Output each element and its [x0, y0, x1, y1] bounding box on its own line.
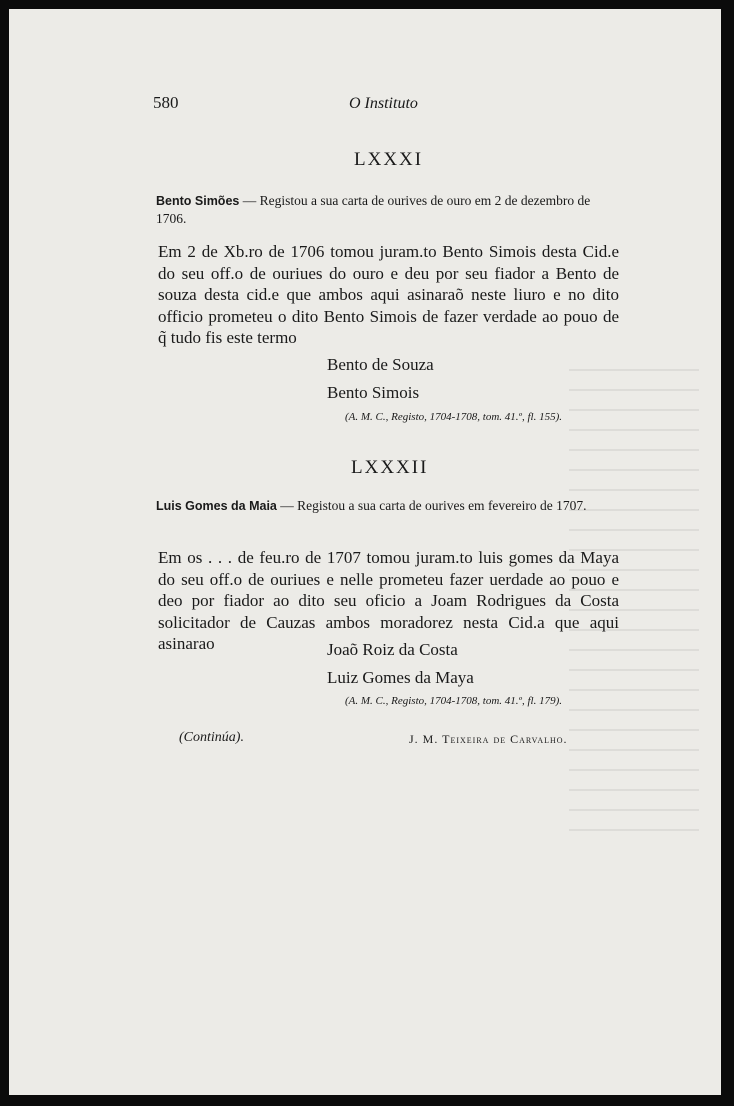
continues-note: (Continúa).	[179, 730, 244, 745]
section-numeral: LXXXI	[354, 149, 424, 170]
entry-name: Bento Simões	[156, 194, 240, 208]
signature: Bento Simois	[327, 383, 420, 402]
author-signature: J. M. Teixeira de Carvalho.	[409, 732, 568, 746]
signature: Luiz Gomes da Maya	[327, 668, 474, 687]
entry-text: — Registou a sua carta de ourives de ouro em 2 de dezembro de 1706.	[156, 193, 591, 226]
signature: Bento de Souza	[327, 355, 434, 374]
page-number: 580	[153, 93, 179, 112]
document-transcription: Em os . . . de feu.ro de 1707 tomou juram.to luis gomes da Maya do seu off.o de ouriues e nelle prometeu fazer uerdade ao pouo e deo por fiador ao dito seu oficio a Joam Rodrigues da Costa solicitador de Cauzas ambos moradorez nesta Cid.a que aqui asinarao	[158, 548, 619, 653]
section-numeral: LXXXII	[351, 457, 429, 478]
entry-text: — Registou a sua carta de ourives em fevereiro de 1707.	[276, 498, 587, 513]
document-transcription: Em 2 de Xb.ro de 1706 tomou juram.to Bento Simois desta Cid.e do seu off.o de ouriues do ouro e deu por seu fiador a Bento de souza desta cid.e que ambos aqui asinaraõ neste liuro e no dito officio prometeu o dito Bento Simois de fazer verdade ao pouo de q̃ tudo fis este termo	[158, 242, 619, 347]
citation: (A. M. C., Registo, 1704-1708, tom. 41.º, fl. 155).	[345, 411, 562, 423]
running-head: O Instituto	[349, 95, 418, 112]
entry-name: Luis Gomes da Maia	[156, 499, 277, 513]
page	[9, 9, 721, 1095]
entry-summary	[156, 192, 621, 227]
citation: (A. M. C., Registo, 1704-1708, tom. 41.º, fl. 179).	[345, 695, 562, 707]
signature: Joaõ Roiz da Costa	[327, 640, 458, 659]
entry-summary	[156, 497, 621, 515]
